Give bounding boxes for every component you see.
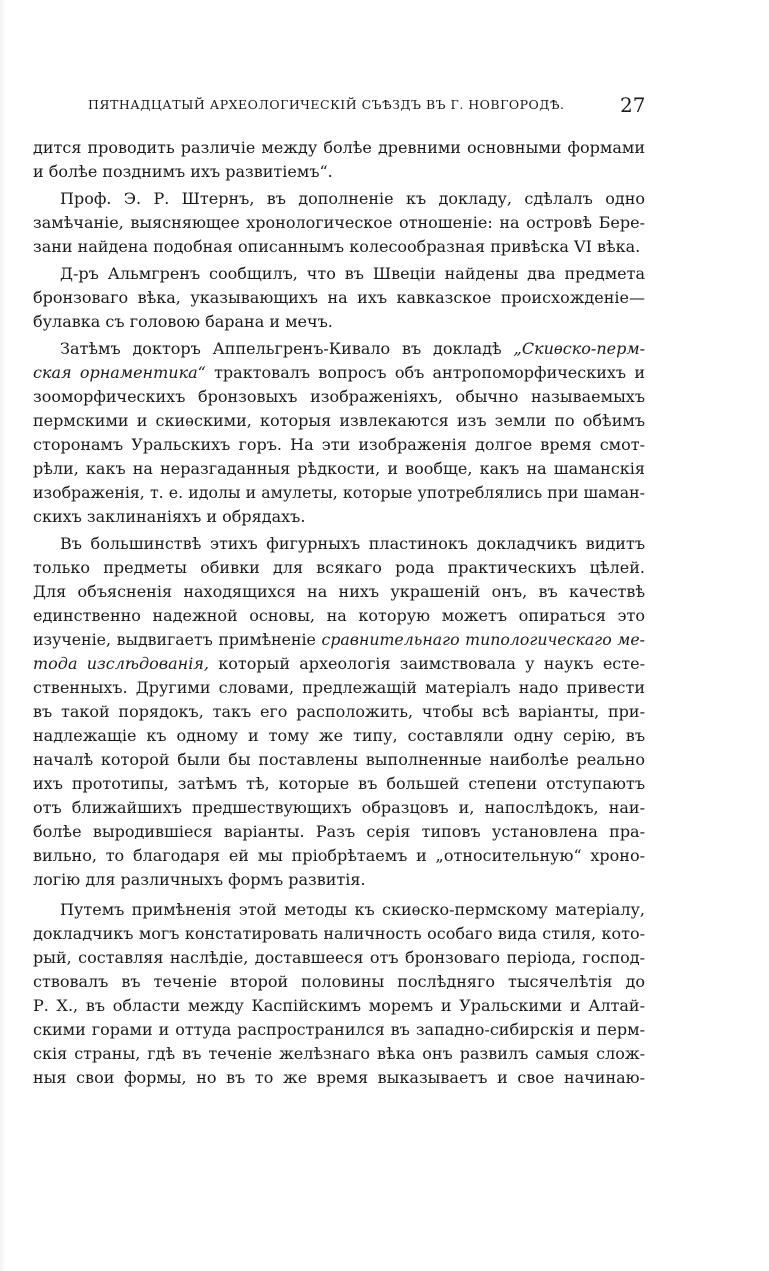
text-run: изученіе, выдвигаетъ примѣненіе [33,630,316,649]
text-line: рый, составляя наслѣдіе, доставшееся отъ бронзоваго періода, господ- [33,948,645,967]
text-line: Въ большинствѣ этихъ фигурныхъ пластинокъ докладчикъ видитъ [60,534,645,553]
running-head [88,93,648,119]
text-line: замѣчаніе, выясняющее хронологическое отношеніе: на островѣ Бере- [33,213,645,232]
text-line: сторонамъ Уральскихъ горъ. На эти изображенія долгое время смот- [33,435,645,454]
text-line: логію для различныхъ формъ развитія. [33,870,366,889]
text-line: болѣе выродившіеся варіанты. Разъ серія типовъ установлена пра- [33,822,645,841]
text-line: зооморфическихъ бронзовыхъ изображеніяхъ, обычно называемыхъ [33,387,645,406]
text-line: надлежащіе къ одному и тому же типу, составляли одну серію, въ [33,726,645,745]
text-line: только предметы обивки для всякаго рода практическихъ цѣлей. [33,558,645,577]
text-line: пермскими и скиѳскими, которыя извлекаются изъ земли по обѣимъ [33,411,645,430]
text-line: въ такой порядокъ, такъ его расположить, чтобы всѣ варіанты, при- [33,702,645,721]
text-line: булавка съ головою барана и мечъ. [33,312,333,331]
text-line: Для объясненія находящихся на нихъ украшеній онъ, въ качествѣ [33,582,645,601]
text-line [33,628,645,652]
text-line: скихъ заклинаніяхъ и обрядахъ. [33,507,306,526]
page-number: 27 [620,93,646,117]
text-line: скими горами и оттуда распространился въ западно-сибирскія и перм- [33,1020,645,1039]
italic-text: тода изслѣдованія, [33,654,209,673]
text-line: ственныхъ. Другими словами, предлежащій матеріалъ надо привести [33,678,645,697]
text-line: Проф. Э. Р. Штернъ, въ дополненіе къ докладу, сдѣлалъ одно [60,189,645,208]
text-line: вильно, то благодаря ей мы пріобрѣтаемъ и „относительную“ хроно- [33,846,645,865]
text-line [33,361,645,385]
text-line: ствовалъ въ теченіе второй половины послѣдняго тысячелѣтія до [33,972,645,991]
text-run: трактовалъ вопросъ объ антропоморфическихъ и [214,363,645,382]
italic-text: „Скиѳско-перм- [513,339,645,358]
text-run: Затѣмъ докторъ Аппельгренъ-Кивало въ докладѣ [60,339,502,358]
text-line: ныя свои формы, но въ то же время выказываетъ и свое начинаю- [33,1068,645,1087]
text-line: ихъ прототипы, затѣмъ тѣ, которые въ большей степени отступаютъ [33,774,645,793]
text-line [60,337,645,361]
text-line: началѣ которой были бы поставлены выполненные наиболѣе реально [33,750,645,769]
text-line: Путемъ примѣненія этой методы къ скиѳско-пермскому матеріалу, [60,900,645,919]
text-line [33,652,645,676]
italic-text: сравнительнаго типологическаго ме- [321,630,646,649]
text-line: зани найдена подобная описаннымъ колесообразная привѣска VI вѣка. [33,237,641,256]
text-line: дится проводить различіе между болѣе древними основными формами [33,138,645,157]
running-title: ПЯТНАДЦАТЫЙ АРХЕОЛОГИЧЕСКІЙ СЪѢЗДЪ ВЪ Г. НОВГОРОДѢ. [88,97,565,112]
text-line: Р. Х., въ области между Каспійскимъ моремъ и Уральскими и Алтай- [33,996,645,1015]
text-line: изображенія, т. е. идолы и амулеты, которые употреблялись при шаман- [33,483,645,502]
text-line: бронзоваго вѣка, указывающихъ на ихъ кавказское происхожденіе— [33,288,645,307]
text-line: и болѣе позднимъ ихъ развитіемъ“. [33,162,333,181]
text-line: рѣли, какъ на неразгаданныя рѣдкости, и вообще, какъ на шаманскія [33,459,645,478]
text-line: скія страны, гдѣ въ теченіе желѣзнаго вѣка онъ развилъ самыя слож- [33,1044,645,1063]
text-run: который археологія заимствовала у наукъ есте- [218,654,645,673]
scan-edge-shadow [0,0,6,1271]
text-line: Д-ръ Альмгренъ сообщилъ, что въ Швеціи найдены два предмета [60,264,645,283]
text-line: отъ ближайшихъ предшествующихъ образцовъ и, напослѣдокъ, наи- [33,798,645,817]
italic-text: ская орнаментика“ [33,363,206,382]
text-line: докладчикъ могъ констатировать наличность особаго вида стиля, кото- [33,924,645,943]
text-line: единственно надежной основы, на которую можетъ опираться это [33,606,645,625]
